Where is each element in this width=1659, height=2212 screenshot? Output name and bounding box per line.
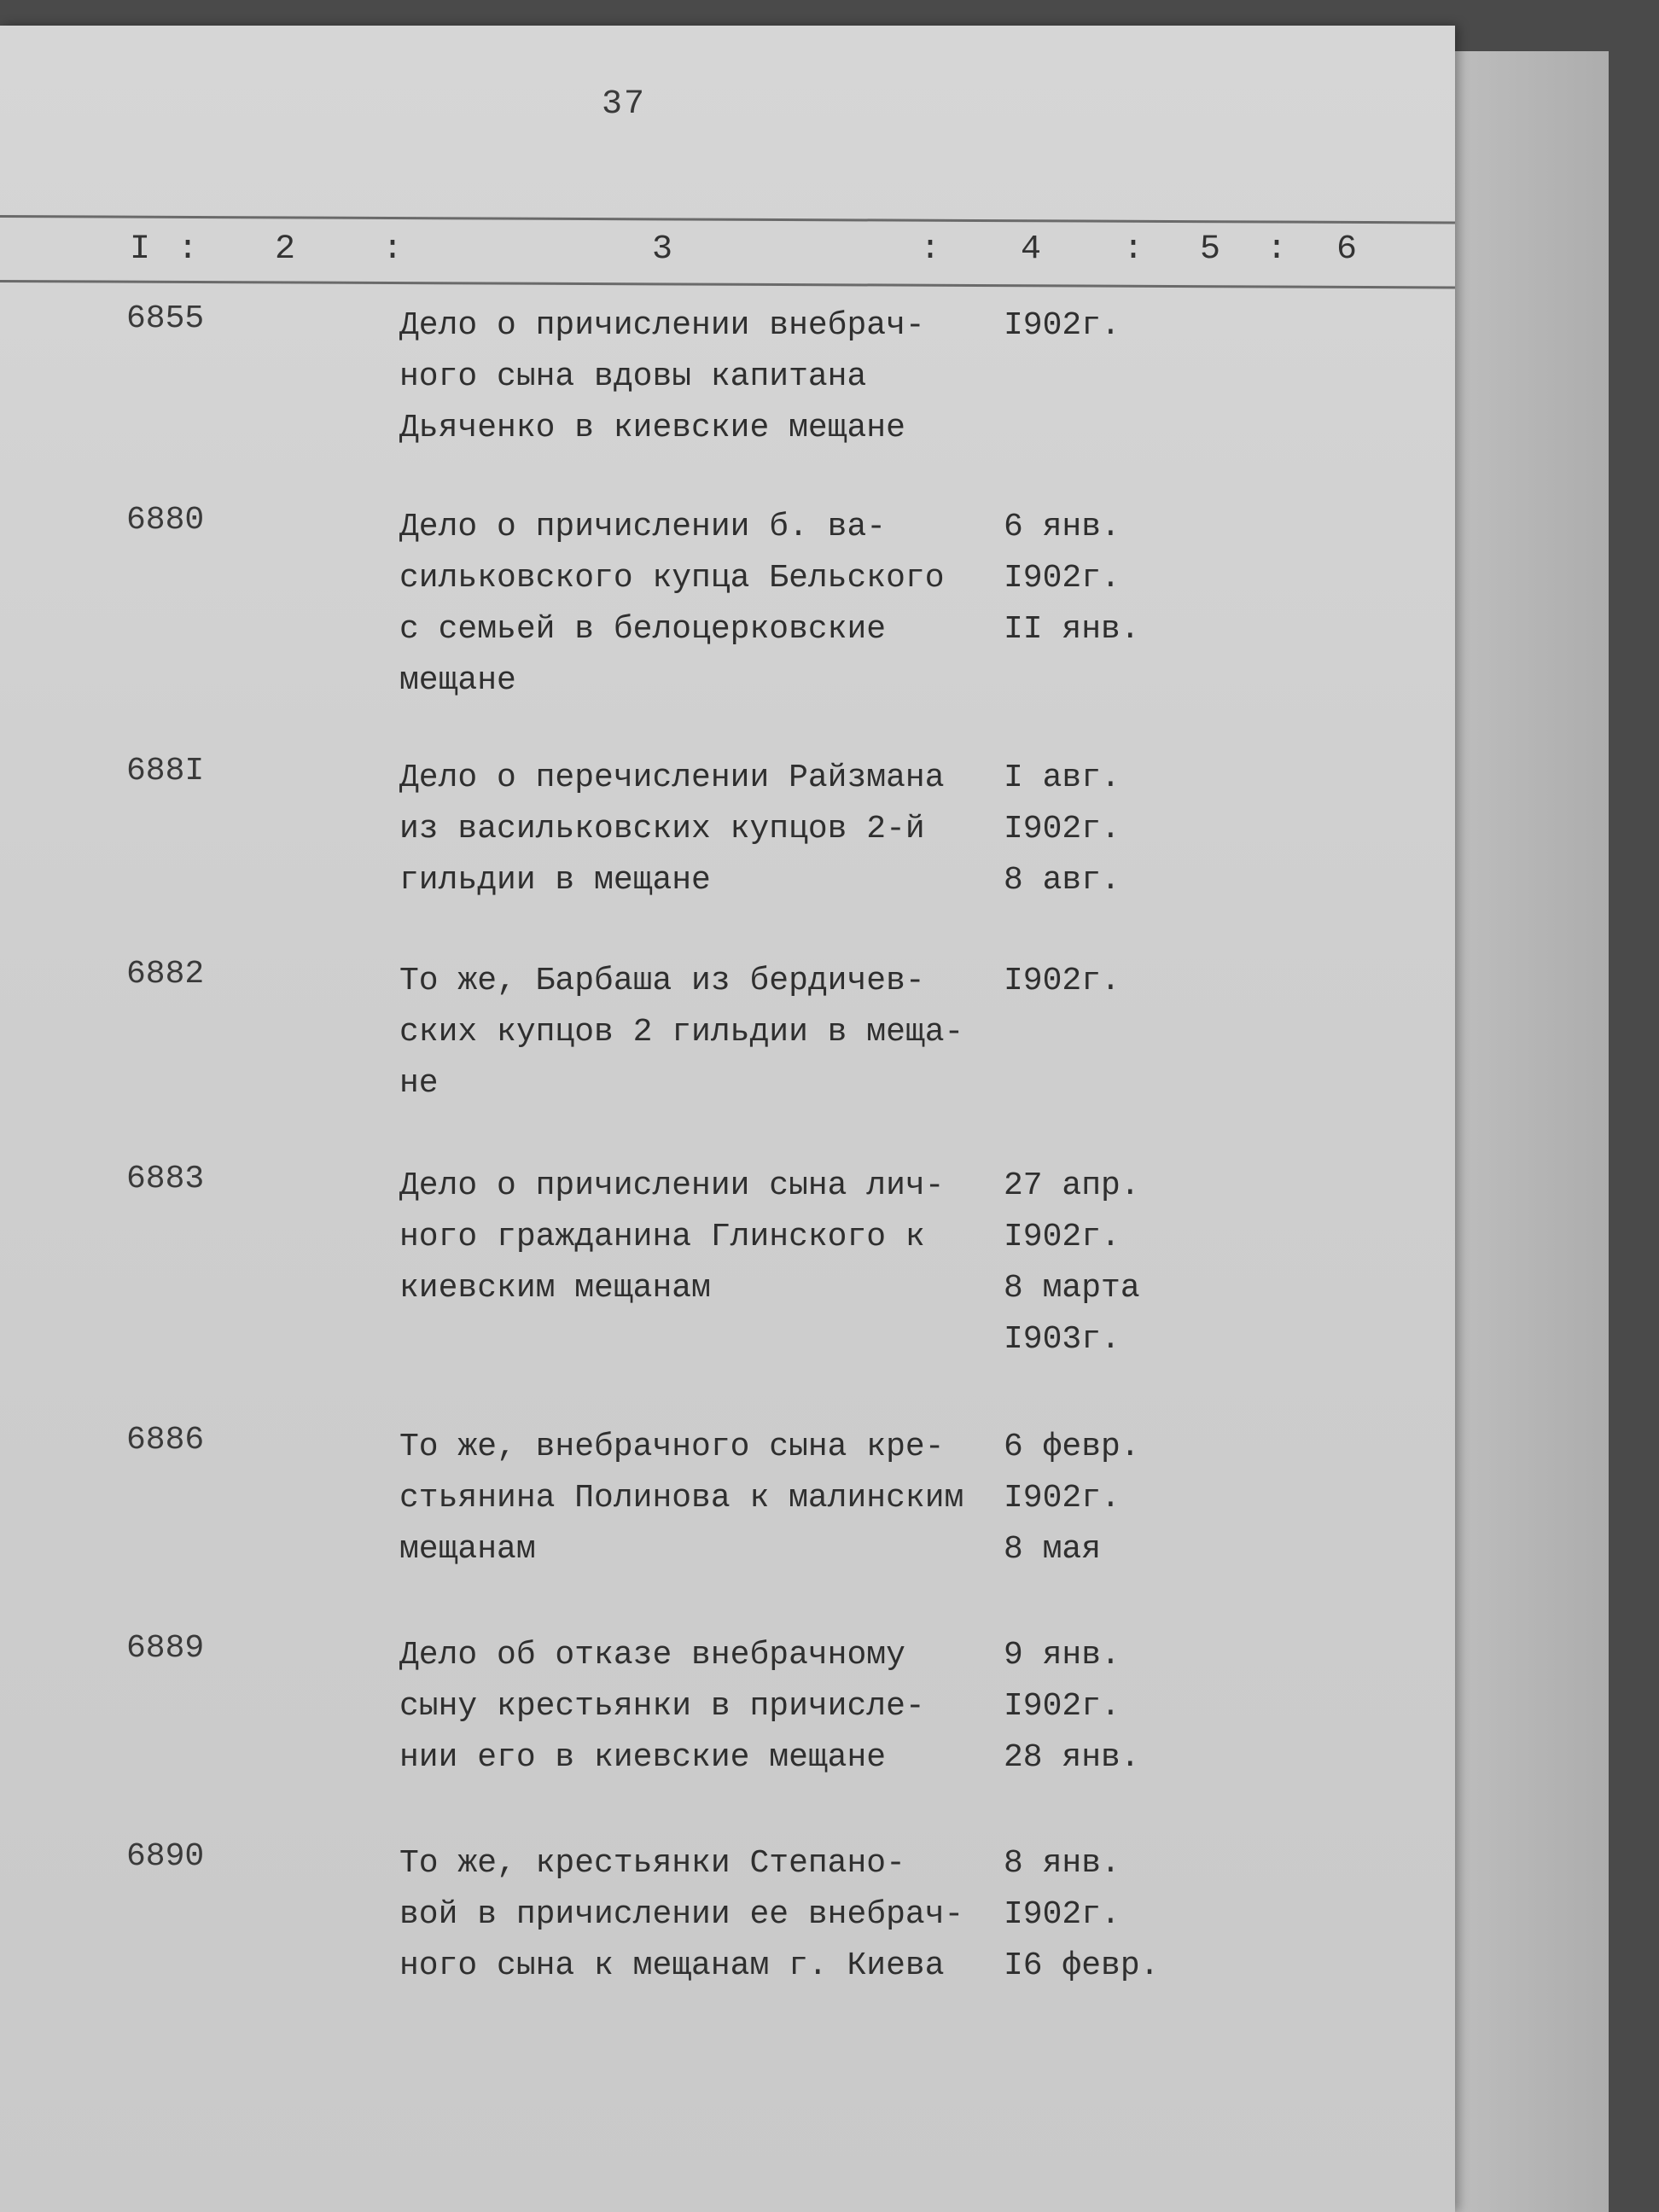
case-dates — [1004, 1838, 1208, 1992]
description-line: То же, крестьянки Степано- — [399, 1845, 905, 1882]
column-header-1: I — [130, 230, 151, 269]
document-page — [0, 26, 1455, 2212]
column-header-4: 4 — [1021, 230, 1042, 269]
column-header-6: 6 — [1336, 230, 1358, 269]
column-header-5: 5 — [1200, 230, 1221, 269]
case-description — [399, 1161, 1014, 1314]
date-line: I авг. — [1004, 760, 1121, 796]
case-dates — [1004, 1630, 1208, 1784]
date-line: 6 февр. — [1004, 1429, 1140, 1465]
description-line: нии его в киевские мещане — [399, 1739, 887, 1776]
date-line: I6 февр. — [1004, 1947, 1160, 1984]
description-line: Дело об отказе внебрачному — [399, 1637, 905, 1674]
case-description — [399, 753, 1014, 906]
case-dates — [1004, 1161, 1208, 1365]
date-line: 8 марта — [1004, 1270, 1140, 1307]
case-number: 6855 — [126, 300, 205, 337]
date-line: 8 авг. — [1004, 862, 1121, 899]
description-line: ских купцов 2 гильдии в меща- — [399, 1014, 964, 1051]
column-separator: : — [382, 230, 404, 269]
case-description — [399, 956, 1014, 1109]
column-separator: : — [1123, 230, 1144, 269]
column-separator: : — [1266, 230, 1288, 269]
description-line: ного сына вдовы капитана — [399, 358, 867, 395]
date-line: 6 янв. — [1004, 509, 1121, 545]
case-number: 688I — [126, 753, 205, 789]
date-line: 9 янв. — [1004, 1637, 1121, 1674]
case-dates — [1004, 502, 1208, 655]
case-number: 6880 — [126, 502, 205, 538]
header-rule-bottom — [0, 280, 1455, 288]
date-line: I902г. — [1004, 963, 1121, 999]
description-line: Дьяченко в киевские мещане — [399, 410, 905, 446]
case-dates — [1004, 956, 1208, 1007]
date-line: I902г. — [1004, 307, 1121, 344]
case-dates — [1004, 300, 1208, 352]
case-number: 6890 — [126, 1838, 205, 1875]
description-line: Дело о перечислении Райзмана — [399, 760, 945, 796]
date-line: I902г. — [1004, 811, 1121, 847]
date-line: 27 апр. — [1004, 1167, 1140, 1204]
case-description — [399, 1838, 1014, 1992]
case-dates — [1004, 753, 1208, 906]
description-line: мещане — [399, 662, 516, 699]
description-line: Дело о причислении б. ва- — [399, 509, 887, 545]
description-line: вой в причислении ее внебрач- — [399, 1896, 964, 1933]
case-number: 6889 — [126, 1630, 205, 1667]
description-line: Дело о причислении сына лич- — [399, 1167, 945, 1204]
case-dates — [1004, 1422, 1208, 1575]
case-number: 6882 — [126, 956, 205, 992]
column-separator: : — [178, 230, 199, 269]
description-line: ного гражданина Глинского к — [399, 1219, 925, 1255]
description-line: сыну крестьянки в причисле- — [399, 1688, 925, 1725]
column-header-2: 2 — [275, 230, 296, 269]
date-line: II янв. — [1004, 611, 1140, 648]
date-line: I902г. — [1004, 1219, 1121, 1255]
case-description — [399, 1422, 1014, 1575]
description-line: стьянина Полинова к малинским — [399, 1480, 964, 1516]
case-description — [399, 1630, 1014, 1784]
date-line: I902г. — [1004, 1688, 1121, 1725]
case-description — [399, 502, 1014, 707]
description-line: киевским мещанам — [399, 1270, 711, 1307]
description-line: не — [399, 1065, 439, 1102]
description-line: мещанам — [399, 1531, 536, 1568]
description-line: ного сына к мещанам г. Киева — [399, 1947, 945, 1984]
description-line: из васильковских купцов 2-й — [399, 811, 925, 847]
description-line: Дело о причислении внебрач- — [399, 307, 925, 344]
description-line: То же, внебрачного сына кре- — [399, 1429, 945, 1465]
date-line: I902г. — [1004, 1896, 1121, 1933]
date-line: 28 янв. — [1004, 1739, 1140, 1776]
description-line: с семьей в белоцерковские — [399, 611, 887, 648]
description-line: сильковского купца Бельского — [399, 560, 945, 597]
date-line: 8 мая — [1004, 1531, 1102, 1568]
case-description — [399, 300, 1014, 454]
case-number: 6886 — [126, 1422, 205, 1458]
date-line: I902г. — [1004, 560, 1121, 597]
date-line: I903г. — [1004, 1321, 1121, 1358]
description-line: То же, Барбаша из бердичев- — [399, 963, 925, 999]
column-header-3: 3 — [652, 230, 673, 269]
description-line: гильдии в мещане — [399, 862, 711, 899]
case-number: 6883 — [126, 1161, 205, 1197]
column-separator: : — [920, 230, 941, 269]
underlying-sheet — [1455, 51, 1609, 2212]
date-line: 8 янв. — [1004, 1845, 1121, 1882]
date-line: I902г. — [1004, 1480, 1121, 1516]
header-rule-top — [0, 215, 1455, 224]
page-number: 37 — [602, 85, 647, 124]
